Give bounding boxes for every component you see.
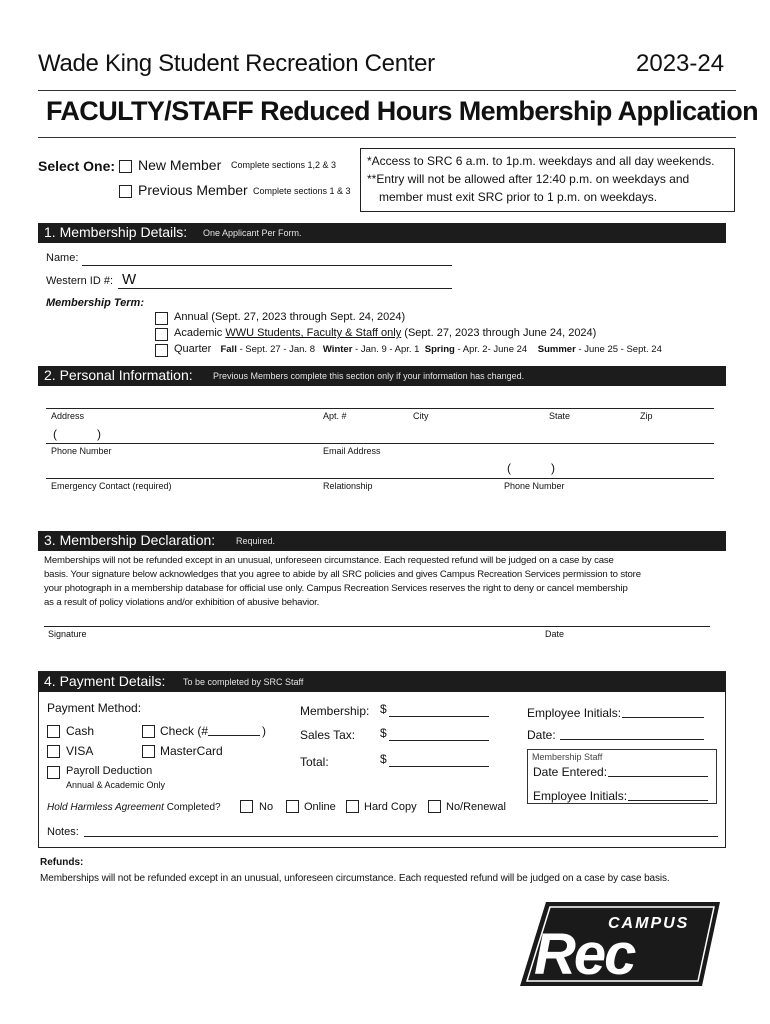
apt-label: Apt. #: [323, 411, 347, 421]
fall-dates: - Sept. 27 - Jan. 8: [239, 344, 315, 355]
date-entered-label: Date Entered:: [533, 765, 608, 779]
visa-label: VISA: [66, 744, 94, 758]
access-note-line3: member must exit SRC prior to 1 p.m. on weekdays.: [379, 190, 658, 204]
phone-label: Phone Number: [51, 446, 112, 456]
quarter-checkbox[interactable]: [155, 344, 168, 357]
employee-initials2-field[interactable]: [628, 800, 708, 801]
phone-paren-open: (: [53, 427, 57, 441]
refunds-text: Memberships will not be refunded except in an unusual, unforeseen circumstance. Each requested refund will be judged on a case by case basis.: [40, 873, 670, 884]
emergency-field[interactable]: [46, 478, 714, 479]
section1-title: 1. Membership Details:: [44, 224, 188, 240]
sales-tax-dollar: $: [380, 726, 387, 740]
phone2-label: Phone Number: [504, 481, 565, 491]
previous-member-note: Complete sections 1 & 3: [253, 186, 351, 196]
check-checkbox[interactable]: [142, 725, 155, 738]
section1-bar: [38, 223, 726, 243]
check-label: Check (#: [160, 724, 209, 738]
new-member-note: Complete sections 1,2 & 3: [231, 160, 337, 170]
winter-dates: - Jan. 9 - Apr. 1: [355, 344, 420, 355]
name-label: Name:: [46, 252, 79, 264]
phone-email-field[interactable]: [46, 443, 714, 444]
center-name: Wade King Student Recreation Center: [38, 50, 435, 77]
email-label: Email Address: [323, 446, 381, 456]
mastercard-label: MasterCard: [160, 744, 223, 758]
cash-label: Cash: [66, 724, 95, 738]
quarter-row: [174, 343, 662, 355]
section2-bar: [38, 366, 726, 386]
western-id-field[interactable]: [118, 288, 452, 289]
select-one-label: Select One:: [38, 158, 116, 174]
declaration-line4: as a result of policy violations and/or exhibition of abusive behavior.: [44, 597, 320, 608]
western-id-prefix: W: [122, 271, 137, 288]
section1-note: One Applicant Per Form.: [203, 228, 302, 238]
total-label: Total:: [300, 755, 329, 769]
name-field[interactable]: [82, 265, 452, 266]
logo-campus-text: CAMPUS: [608, 915, 690, 932]
hold-harmless-no-checkbox[interactable]: [240, 800, 253, 813]
summer-dates: - June 25 - Sept. 24: [578, 344, 662, 355]
membership-amount-field[interactable]: [389, 716, 489, 717]
payment-date-label: Date:: [527, 728, 556, 742]
notes-field[interactable]: [84, 836, 718, 837]
header-rule-top: [38, 90, 736, 91]
signature-field[interactable]: [44, 626, 710, 627]
academic-underlined: WWU Students, Faculty & Staff only: [225, 327, 402, 339]
state-label: State: [549, 411, 571, 421]
access-note-line2: **Entry will not be allowed after 12:40 p.m. on weekdays and: [367, 172, 690, 186]
previous-member-label: Previous Member: [138, 182, 248, 198]
emergency-paren-open: (: [507, 461, 511, 475]
new-member-label: New Member: [138, 157, 222, 173]
section2-title: 2. Personal Information:: [44, 367, 193, 383]
access-note-box: [360, 148, 735, 212]
no-renewal-label: No/Renewal: [446, 801, 506, 813]
membership-amount-label: Membership:: [300, 704, 370, 718]
phone-paren-close: ): [97, 427, 101, 441]
hard-copy-checkbox[interactable]: [346, 800, 359, 813]
access-note-line1: *Access to SRC 6 a.m. to 1p.m. weekdays and all day weekends.: [367, 154, 715, 168]
academic-checkbox[interactable]: [155, 328, 168, 341]
quarter-label: Quarter: [174, 343, 212, 355]
declaration-line2: basis. Your signature below acknowledges that you agree to abide by all SRC policies and gives Campus Recreation Services permission to store: [44, 569, 641, 580]
online-label: Online: [304, 801, 336, 813]
campus-rec-logo-shape: [520, 902, 720, 986]
year-label: 2023-24: [636, 50, 725, 77]
summer-label: Summer: [537, 344, 576, 355]
payroll-note: Annual & Academic Only: [66, 780, 166, 790]
zip-label: Zip: [640, 411, 653, 421]
previous-member-checkbox[interactable]: [119, 185, 132, 198]
hold-harmless-rest: Completed?: [166, 802, 221, 813]
campus-rec-logo: [520, 902, 720, 986]
academic-prefix: Academic: [174, 327, 223, 339]
annual-checkbox[interactable]: [155, 312, 168, 325]
hold-harmless-italic: Hold Harmless Agreement: [47, 802, 164, 813]
logo-rec-text: Rec: [534, 922, 635, 986]
check-number-field[interactable]: [208, 735, 260, 736]
form-title: FACULTY/STAFF Reduced Hours Membership Application: [46, 96, 759, 126]
section2-note: Previous Members complete this section only if your information has changed.: [213, 371, 525, 381]
total-field[interactable]: [389, 766, 489, 767]
section3-bar: [38, 531, 726, 551]
notes-label: Notes:: [47, 826, 79, 838]
employee-initials-field[interactable]: [622, 717, 704, 718]
emergency-label: Emergency Contact (required): [51, 481, 172, 491]
winter-label: Winter: [322, 344, 353, 355]
membership-term-label: Membership Term:: [46, 297, 145, 309]
membership-dollar: $: [380, 702, 387, 716]
sales-tax-label: Sales Tax:: [300, 728, 356, 742]
date-entered-field[interactable]: [608, 776, 708, 777]
online-checkbox[interactable]: [286, 800, 299, 813]
cash-checkbox[interactable]: [47, 725, 60, 738]
academic-suffix: (Sept. 27, 2023 through June 24, 2024): [404, 327, 597, 339]
declaration-date-label: Date: [545, 629, 565, 639]
no-renewal-checkbox[interactable]: [428, 800, 441, 813]
annual-label: Annual (Sept. 27, 2023 through Sept. 24, 2024): [174, 311, 406, 323]
hold-harmless-no-label: No: [259, 801, 274, 813]
emergency-paren-close: ): [551, 461, 555, 475]
declaration-line1: Memberships will not be refunded except in an unusual, unforeseen circumstance. Each requested refund will be judged on a case by case: [44, 555, 614, 566]
section4-bar: [38, 672, 726, 692]
relationship-label: Relationship: [323, 481, 373, 491]
payment-date-field[interactable]: [560, 739, 704, 740]
section4-title: 4. Payment Details:: [44, 673, 166, 689]
sales-tax-field[interactable]: [389, 740, 489, 741]
western-id-label: Western ID #:: [46, 275, 114, 287]
fall-label: Fall: [220, 344, 237, 355]
spring-dates: - Apr. 2- June 24: [457, 344, 528, 355]
declaration-line3: your photograph in a membership database for official use only. Campus Recreation Services reserves the right to deny or cancel membership: [44, 583, 628, 594]
payroll-label: Payroll Deduction: [66, 765, 153, 777]
employee-initials-label: Employee Initials:: [527, 706, 622, 720]
section3-note: Required.: [236, 536, 276, 546]
hard-copy-label: Hard Copy: [364, 801, 417, 813]
city-label: City: [413, 411, 429, 421]
new-member-checkbox[interactable]: [119, 160, 132, 173]
employee-initials2-label: Employee Initials:: [533, 789, 628, 803]
refunds-title: Refunds:: [40, 857, 84, 868]
signature-label: Signature: [48, 629, 87, 639]
header-rule-bottom: [38, 137, 736, 138]
total-dollar: $: [380, 752, 387, 766]
section4-note: To be completed by SRC Staff: [183, 677, 304, 687]
academic-label: [174, 327, 596, 339]
check-close-paren: ): [262, 724, 266, 738]
spring-label: Spring: [424, 344, 455, 355]
mastercard-checkbox[interactable]: [142, 745, 155, 758]
hold-harmless-label: [47, 802, 221, 813]
section3-title: 3. Membership Declaration:: [44, 532, 216, 548]
visa-checkbox[interactable]: [47, 745, 60, 758]
address-field[interactable]: [46, 408, 714, 409]
payment-method-label: Payment Method:: [47, 701, 142, 715]
payroll-checkbox[interactable]: [47, 766, 60, 779]
staff-box-title: Membership Staff: [532, 752, 603, 762]
address-label: Address: [51, 411, 85, 421]
